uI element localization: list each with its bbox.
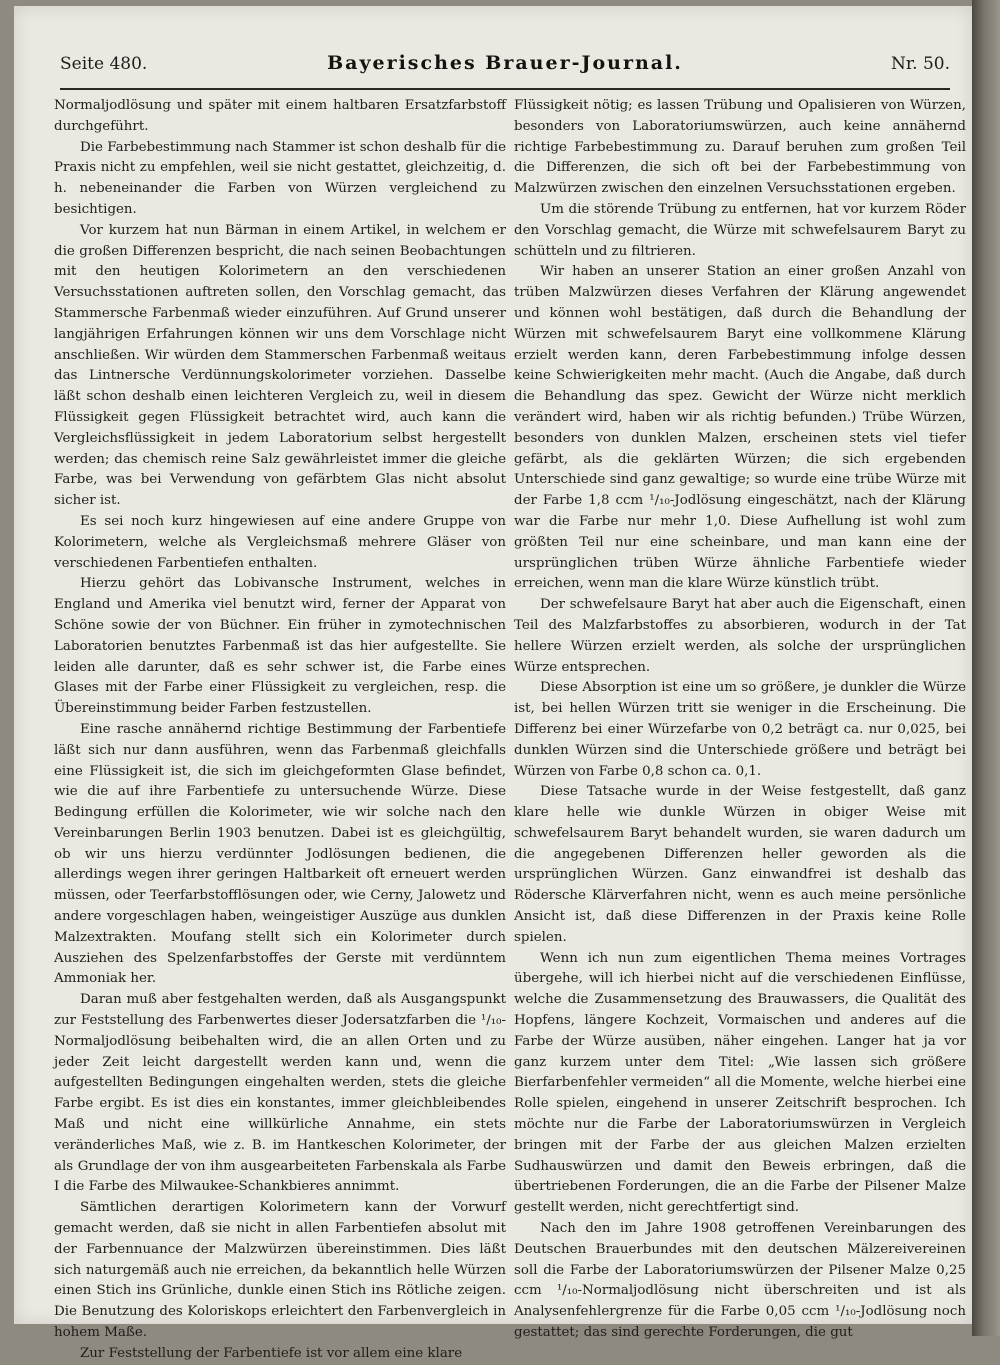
paragraph: Sämtlichen derartigen Kolorimetern kann der Vorwurf gemacht werden, daß sie nicht in allen Farbentiefen absolut mit der Farbennuance der Malzwürzen übereinstimmen. Dies läßt sich naturgemäß auch nie erreichen, da bekanntlich helle Würzen einen Stich ins Grünliche, dunkle einen Stich ins Rötliche zeigen. Die Benutzung des Koloriskops erleichtert den Farbenvergleich in hohem Maße. — [54, 1200, 506, 1341]
journal-page — [14, 6, 972, 1361]
paragraph: Hierzu gehört das Lobivansche Instrument, welches in England und Amerika viel benutzt wird, ferner der Apparat von Schöne sowie der von Büchner. Ein früher in zymotechnischen Laboratorien benutztes Farbenmaß ist das hier aufgestellte. Sie leiden alle darunter, daß es sehr schwer ist, die Farbe eines Glases mit der Farbe einer Flüssigkeit zu vergleichen, resp. die Übereinstimmung beider Farben festzustellen. — [54, 576, 506, 717]
right-column — [514, 96, 966, 1344]
journal-title: Bayerisches Brauer-Journal. — [327, 52, 683, 74]
paragraph: Nach den im Jahre 1908 getroffenen Vereinbarungen des Deutschen Brauerbundes mit den deutschen Mälzereivereinen soll die Farbe der Laboratoriumswürzen der Pilsener Malze 0,25 ccm ¹/₁₀-Normaljodlösung nicht überschreiten und ist als Analysenfehlergrenze für die Farbe 0,05 ccm ¹/₁₀-Jodlösung noch gestattet; das sind gerechte Forderungen, die gut — [514, 1221, 966, 1341]
paragraph: Es sei noch kurz hingewiesen auf eine andere Gruppe von Kolorimetern, welche als Vergleichsmaß mehrere Gläser von verschiedenen Farbentiefen enthalten. — [54, 513, 506, 571]
issue-number-label: Nr. 50. — [891, 54, 950, 74]
header-rule — [60, 88, 950, 90]
paragraph: Diese Absorption ist eine um so größere, je dunkler die Würze ist, bei hellen Würzen tritt sie weniger in die Erscheinung. Die Differenz bei einer Würzefarbe von 0,2 beträgt ca. nur 0,025, bei dunklen Würzen sind die Unterschiede größere und beträgt bei Würzen von Farbe 0,8 schon ca. 0,1. — [514, 680, 966, 779]
page-edge-shadow — [972, 0, 1000, 1336]
paragraph: Daran muß aber festgehalten werden, daß als Ausgangspunkt zur Feststellung des Farbenwertes dieser Jodersatzfarben die ¹/₁₀-Normaljodlösung beibehalten wird, die an allen Orten und zu jeder Zeit leicht dargestellt werden kann und, wenn die aufgestellten Bedingungen eingehalten werden, stets die gleiche Farbe ergibt. Es ist dies ein konstantes, immer gleichbleibendes Maß und nicht eine willkürliche Annahme, ein stets veränderliches Maß, wie z. B. im Hantkeschen Kolorimeter, der als Grundlage der von ihm ausgearbeiteten Farbenskala als Farbe I die Farbe des Milwaukee-Schankbieres annimmt. — [54, 992, 506, 1195]
paragraph: Um die störende Trübung zu entfernen, hat vor kurzem Röder den Vorschlag gemacht, die Würze mit schwefelsaurem Baryt zu schütteln und zu filtrieren. — [514, 201, 966, 259]
paragraph: Zur Feststellung der Farbentiefe ist vor allem eine klare — [80, 1345, 463, 1361]
left-column — [54, 96, 506, 1365]
paragraph: Normaljodlösung und später mit einem haltbaren Ersatzfarbstoff durchgeführt. — [54, 98, 506, 134]
paragraph: Diese Tatsache wurde in der Weise festgestellt, daß ganz klare helle wie dunkle Würzen in obiger Weise mit schwefelsaurem Baryt behandelt wurden, sie waren dadurch um die angegebenen Differenzen heller geworden als die ursprünglichen Würzen. Ganz einwandfrei ist deshalb das Rödersche Klärverfahren nicht, wenn es auch meine persönliche Ansicht ist, daß diese Differenzen in der Praxis keine Rolle spielen. — [514, 784, 966, 945]
paragraph: Die Farbebestimmung nach Stammer ist schon deshalb für die Praxis nicht zu empfehlen, weil sie nicht gestattet, gleichzeitig, d. h. nebeneinander die Farben von Würzen vergleichend zu besichtigen. — [54, 139, 506, 217]
paragraph: Wenn ich nun zum eigentlichen Thema meines Vortrages übergehe, will ich hierbei nicht auf die verschiedenen Einflüsse, welche die Zusammensetzung des Brauwassers, die Qualität des Hopfens, längere Kochzeit, Vormaischen und anderes auf die Farbe der Würze ausüben, näher eingehen. Langer hat ja vor ganz kurzem unter dem Titel: „Wie lassen sich größere Bierfarbenfehler vermeiden“ all die Momente, welche hierbei eine Rolle spielen, eingehend in unserer Zeitschrift besprochen. Ich möchte nur die Farbe der Laboratoriumswürzen in Vergleich bringen mit der Farbe der aus gleichen Malzen erzielten Sudhauswürzen und damit den Beweis erbringen, daß die übertriebenen Forderungen, die an die Farbe der Pilsener Malze gestellt werden, nicht gerechtfertigt sind. — [514, 950, 966, 1216]
paragraph: Vor kurzem hat nun Bärman in einem Artikel, in welchem er die großen Differenzen bespricht, die nach seinen Beobachtungen mit den heutigen Kolorimetern an den verschiedenen Versuchsstationen auftreten sollen, den Vorschlag gemacht, das Stammersche Farbenmaß wieder einzuführen. Auf Grund unserer langjährigen Erfahrungen können wir uns dem Vorschlage nicht anschließen. Wir würden dem Stammerschen Farbenmaß weitaus das Lintnersche Verdünnungskolorimeter vorziehen. Dasselbe läßt schon deshalb einen leichteren Vergleich zu, weil in diesem Flüssigkeit gegen Flüssigkeit betrachtet wird, auch kann die Vergleichsflüssigkeit in jedem Laboratorium selbst hergestellt werden; das chemisch reine Salz gewährleistet immer die gleiche Farbe, was bei Verwendung von gefärbtem Glas nicht absolut sicher ist. — [54, 222, 506, 509]
paragraph: Eine rasche annähernd richtige Bestimmung der Farbentiefe läßt sich nur dann ausführen, wenn das Farbenmaß gleichfalls eine Flüssigkeit ist, die sich im gleichgeformten Glase befindet, wie die auf ihre Farbentiefe zu untersuchende Würze. Diese Bedingung erfüllen die Kolorimeter, wie wir solche nach den Vereinbarungen Berlin 1903 benutzen. Dabei ist es gleichgültig, ob wir uns hierzu verdünnter Jodlösungen bedienen, die allerdings wegen ihrer geringen Haltbarkeit oft erneuert werden müssen, oder Teerfarbstofflösungen oder, wie Cerny, Jalowetz und andere vorgeschlagen haben, weingeistiger Auszüge aus dunklen Malzextrakten. Moufang stellt sich ein Kolorimeter durch Ausziehen des Spelzenfarbstoffes der Gerste mit verdünntem Ammoniak her. — [54, 721, 506, 987]
paragraph: Wir haben an unserer Station an einer großen Anzahl von trüben Malzwürzen dieses Verfahren der Klärung angewendet und können wohl bestätigen, daß durch die Behandlung der Würzen mit schwefelsaurem Baryt eine vollkommene Klärung erzielt werden kann, deren Farbebestimmung infolge dessen keine Schwierigkeiten mehr macht. (Auch die Angabe, daß durch die Behandlung das spez. Gewicht der Würze nicht merklich verändert wird, haben wir als richtig befunden.) Trübe Würzen, besonders von dunklen Malzen, erscheinen stets viel tiefer gefärbt, als die geklärten Würzen; die sich ergebenden Unterschiede sind ganz gewaltige; so wurde eine trübe Würze mit der Farbe 1,8 ccm ¹/₁₀-Jodlösung eingeschätzt, nach der Klärung war die Farbe nur mehr 1,0. Diese Aufhellung ist wohl zum größten Teil nur eine scheinbare, und man kann eine der ursprünglichen trüben Würze ähnliche Farbentiefe wieder erreichen, wenn man die klare Würze künstlich trübt. — [514, 264, 966, 592]
paragraph: Flüssigkeit nötig; es lassen Trübung und Opalisieren von Würzen, besonders von Laboratoriumswürzen, auch keine annähernd richtige Farbebestimmung zu. Darauf beruhen zum großen Teil die Differenzen, die sich oft bei der Farbebestimmung von Malzwürzen zwischen den einzelnen Versuchsstationen ergeben. — [514, 98, 966, 197]
page-header — [60, 54, 950, 80]
paragraph: Der schwefelsaure Baryt hat aber auch die Eigenschaft, einen Teil des Malzfarbstoffes zu absorbieren, wodurch in der Tat hellere Würzen erzielt werden, als solche der ursprünglichen Würze entsprechen. — [514, 597, 966, 675]
page-number-label: Seite 480. — [60, 54, 148, 74]
